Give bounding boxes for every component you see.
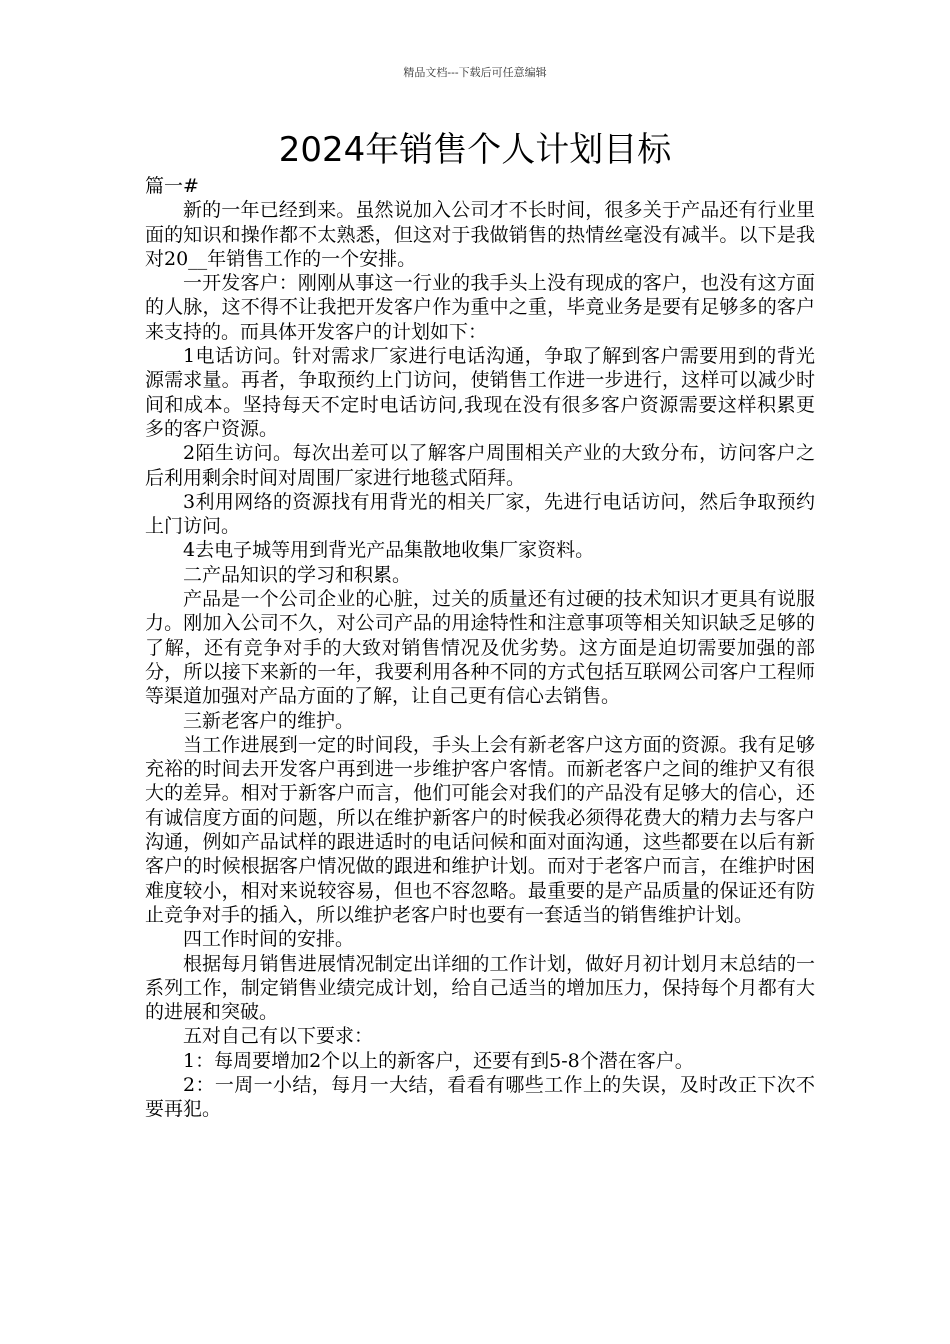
paragraph-heading-client-maintenance: 三新老客户的维护。 [183,709,355,732]
paragraph-online-resources: 3利用网络的资源找有用背光的相关厂家，先进行电话访问，然后争取预约上门访问。 [145,490,815,538]
paragraph-heading-develop-clients: 一开发客户：刚刚从事这一行业的我手头上没有现成的客户，也没有这方面的人脉，这不得不让我把开发客户作为重中之重，毕竟业务是要有足够多的客户来支持的。而具体开发客户的计划如下： [145,272,815,343]
document-title: 2024年销售个人计划目标 [278,130,672,170]
paragraph-phone-visit: 1电话访问。针对需求厂家进行电话沟通，争取了解到客户需要用到的背光源需求量。再者，争取预约上门访问，使销售工作进一步进行，这样可以减少时间和成本。坚持每天不定时电话访问,我现在没有很多客户资源需要这样积累更多的客户资源。 [145,345,815,440]
paragraph-client-maintenance: 当工作进展到一定的时间段，手头上会有新老客户这方面的资源。我有足够充裕的时间去开发客户再到进一步维护客户客情。而新老客户之间的维护又有很大的差异。相对于新客户而言，他们可能会对我们的产品没有足够大的信心，还有诚信度方面的问题，所以在维护新客户的时候我必须得花费大的精力去与客户沟通，例如产品试样的跟进适时的电话问候和面对面沟通，这些都要在以后有新客户的时候根据客户情况做的跟进和维护计划。而对于老客户而言，在维护时困难度较小，相对来说较容易，但也不容忽略。最重要的是产品质量的保证还有防止竞争对手的插入，所以维护老客户时也要有一套适当的销售维护计划。 [145,733,815,926]
paragraph-electronics-city: 4去电子城等用到背光产品集散地收集厂家资料。 [183,539,595,562]
paragraph-heading-self-requirements: 五对自己有以下要求： [183,1025,374,1048]
paragraph-cold-visit: 2陌生访问。每次出差可以了解客户周围相关产业的大致分布，访问客户之后利用剩余时间对周围厂家进行地毯式陌拜。 [145,442,815,489]
paragraph-work-schedule: 根据每月销售进展情况制定出详细的工作计划，做好月初计划月末总结的一系列工作，制定销售业绩完成计划，给自己适当的增加压力，保持每个月都有大的进展和突破。 [145,952,815,1024]
paragraph-intro: 新的一年已经到来。虽然说加入公司才不长时间，很多关于产品还有行业里面的知识和操作都不太熟悉，但这对于我做销售的热情丝毫没有减半。以下是我对20__年销售工作的一个安排。 [145,199,815,270]
document-body [145,174,815,1122]
paragraph-heading-work-schedule: 四工作时间的安排。 [183,928,355,951]
paragraph-requirement-2: 2：一周一小结，每月一大结，看看有哪些工作上的失误，及时改正下次不要再犯。 [145,1073,815,1121]
page-header-watermark: 精品文档---下载后可任意编辑 [403,66,547,79]
paragraph-heading-product-knowledge: 二产品知识的学习和积累。 [183,563,412,586]
section-label: 篇一# [145,175,199,197]
paragraph-product-knowledge: 产品是一个公司企业的心脏，过关的质量还有过硬的技术知识才更具有说服力。刚加入公司不久，对公司产品的用途特性和注意事项等相关知识缺乏足够的了解，还有竞争对手的大致对销售情况及优劣势。这方面是迫切需要加强的部分，所以接下来新的一年，我要利用各种不同的方式包括互联网公司客户工程师等渠道加强对产品方面的了解，让自己更有信心去销售。 [145,588,815,708]
paragraph-requirement-1: 1：每周要增加2个以上的新客户，还要有到5-8个潜在客户。 [183,1049,694,1072]
